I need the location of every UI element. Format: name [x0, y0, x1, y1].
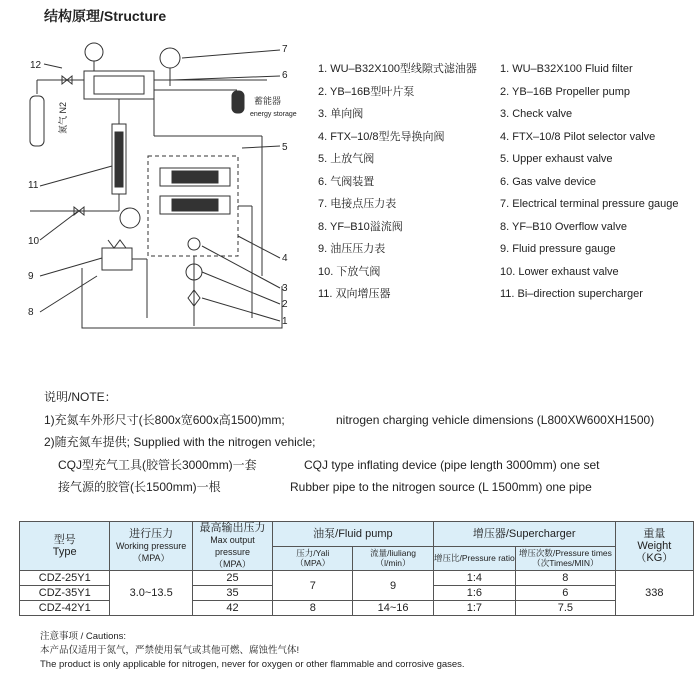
table-cell: 1:4: [433, 571, 515, 586]
th-weight: 重量 Weight （KG）: [615, 522, 693, 571]
th-pump-flow: 流量/liuliang （l/min）: [353, 546, 433, 571]
table-cell: CDZ-35Y1: [20, 586, 110, 601]
callout-10: 10: [28, 236, 40, 247]
callout-9: 9: [28, 271, 34, 282]
callout-7: 7: [282, 44, 288, 55]
table-cell: 14~16: [353, 601, 433, 616]
table-cell: 7: [273, 571, 353, 601]
overflow-valve: [102, 248, 132, 270]
part-cn: 8. YF–B10溢流阀: [318, 220, 403, 233]
part-cn: 10. 下放气阀: [318, 265, 381, 278]
table-cell: 338: [615, 571, 693, 616]
callout-5: 5: [282, 142, 288, 153]
note-line4-cn: 接气源的胶管(长1500mm)一根: [58, 480, 221, 494]
check-valve: [188, 238, 200, 250]
part-en: 7. Electrical terminal pressure gauge: [500, 198, 679, 210]
th-max-output: 最高输出压力 Max output pressure （MPA）: [192, 522, 272, 571]
callout-4: 4: [282, 253, 288, 264]
th-pump-pressure: 压力/Yali （MPA）: [273, 546, 353, 571]
part-cn: 4. FTX–10/8型先导换向阀: [318, 130, 445, 143]
part-en: 3. Check valve: [500, 108, 573, 120]
note-line3-en: CQJ type inflating device (pipe length 3000mm) one set: [304, 457, 600, 472]
callout-8: 8: [28, 307, 34, 318]
th-type: 型号 Type: [20, 522, 110, 571]
part-cn: 5. 上放气阀: [318, 153, 375, 165]
structure-diagram: [22, 36, 308, 336]
energy-storage: [232, 91, 244, 113]
part-en: 8. YF–B10 Overflow valve: [500, 220, 627, 233]
table-cell: 25: [192, 571, 272, 586]
note-line2: 2)随充氮车提供; Supplied with the nitrogen vehicle;: [44, 435, 316, 449]
nitrogen-bottle: [30, 96, 44, 146]
part-en: 4. FTX–10/8 Pilot selector valve: [500, 130, 656, 143]
note-line1-cn: 1)充氮车外形尺寸(长800x宽600x高1500)mm;: [44, 412, 285, 427]
part-en: 6. Gas valve device: [500, 175, 596, 188]
part-en: 5. Upper exhaust valve: [500, 153, 613, 165]
caution-heading: 注意事项 / Cautions:: [40, 631, 127, 642]
part-cn: 2. YB–16B型叶片泵: [318, 85, 415, 98]
part-en: 9. Fluid pressure gauge: [500, 243, 616, 255]
note-section: [44, 386, 694, 499]
part-cn: 11. 双向增压器: [318, 288, 391, 300]
table-cell: 35: [192, 586, 272, 601]
note-line4-en: Rubber pipe to the nitrogen source (L 1500mm) one pipe: [290, 480, 592, 494]
callout-2: 2: [282, 299, 288, 310]
storage-en: energy storage: [250, 111, 297, 118]
table-cell: 8: [516, 571, 616, 586]
th-pressure-ratio: 增压比/Pressure ratio: [433, 546, 515, 571]
part-en: 11. Bi–direction supercharger: [500, 288, 643, 300]
part-cn: 9. 油压压力表: [318, 243, 386, 255]
callout-3: 3: [282, 283, 288, 294]
table-cell: 42: [192, 601, 272, 616]
table-row: [20, 571, 694, 586]
parts-list-en: [500, 58, 700, 306]
table-cell: CDZ-25Y1: [20, 571, 110, 586]
spec-table: [19, 521, 694, 616]
table-cell: 6: [516, 586, 616, 601]
parts-list-cn: [318, 58, 498, 306]
caution-line-cn: 本产品仅适用于氮气，严禁使用氧气或其他可燃、腐蚀性气体!: [40, 645, 300, 656]
part-cn: 3. 单向阀: [318, 108, 364, 120]
part-cn: 1. WU–B32X100型线隙式滤油器: [318, 63, 477, 75]
part-en: 2. YB–16B Propeller pump: [500, 85, 631, 98]
part-cn: 6. 气阀装置: [318, 175, 375, 188]
table-cell: 7.5: [516, 601, 616, 616]
callout-1: 1: [282, 316, 288, 327]
part-cn: 7. 电接点压力表: [318, 198, 397, 210]
th-supercharger: 增压器/Supercharger: [433, 522, 615, 547]
electrical-gauge: [160, 48, 180, 68]
storage-cn: 蓄能器: [254, 96, 282, 106]
pressure-gauge-top: [85, 43, 103, 61]
table-cell: 3.0~13.5: [110, 571, 192, 616]
th-working-pressure: 进行压力 Working pressure （MPA）: [110, 522, 192, 571]
caution-section: [40, 630, 690, 672]
note-heading: 说明/NOTE：: [44, 390, 117, 404]
table-cell: 1:7: [433, 601, 515, 616]
n2-label: 氮气 N2: [58, 101, 68, 134]
caution-line-en: The product is only applicable for nitrogen, never for oxygen or other flammable and corrosive gases.: [40, 659, 465, 670]
callout-12: 12: [30, 60, 42, 71]
table-cell: 9: [353, 571, 433, 601]
section-title: 结构原理/Structure: [44, 8, 167, 24]
table-cell: 1:6: [433, 586, 515, 601]
callout-6: 6: [282, 70, 288, 81]
fluid-pressure-gauge: [120, 208, 140, 228]
table-cell: CDZ-42Y1: [20, 601, 110, 616]
note-line3-cn: CQJ型充气工具(胶管长3000mm)一套: [58, 457, 257, 472]
th-fluid-pump: 油泵/Fluid pump: [273, 522, 434, 547]
part-en: 1. WU–B32X100 Fluid filter: [500, 63, 633, 75]
callout-11: 11: [28, 180, 39, 191]
part-en: 10. Lower exhaust valve: [500, 265, 619, 278]
note-line1-en: nitrogen charging vehicle dimensions (L800XW600XH1500): [336, 412, 655, 427]
table-cell: 8: [273, 601, 353, 616]
th-pressure-times: 增压次数/Pressure times （次Times/MIN）: [516, 546, 616, 571]
